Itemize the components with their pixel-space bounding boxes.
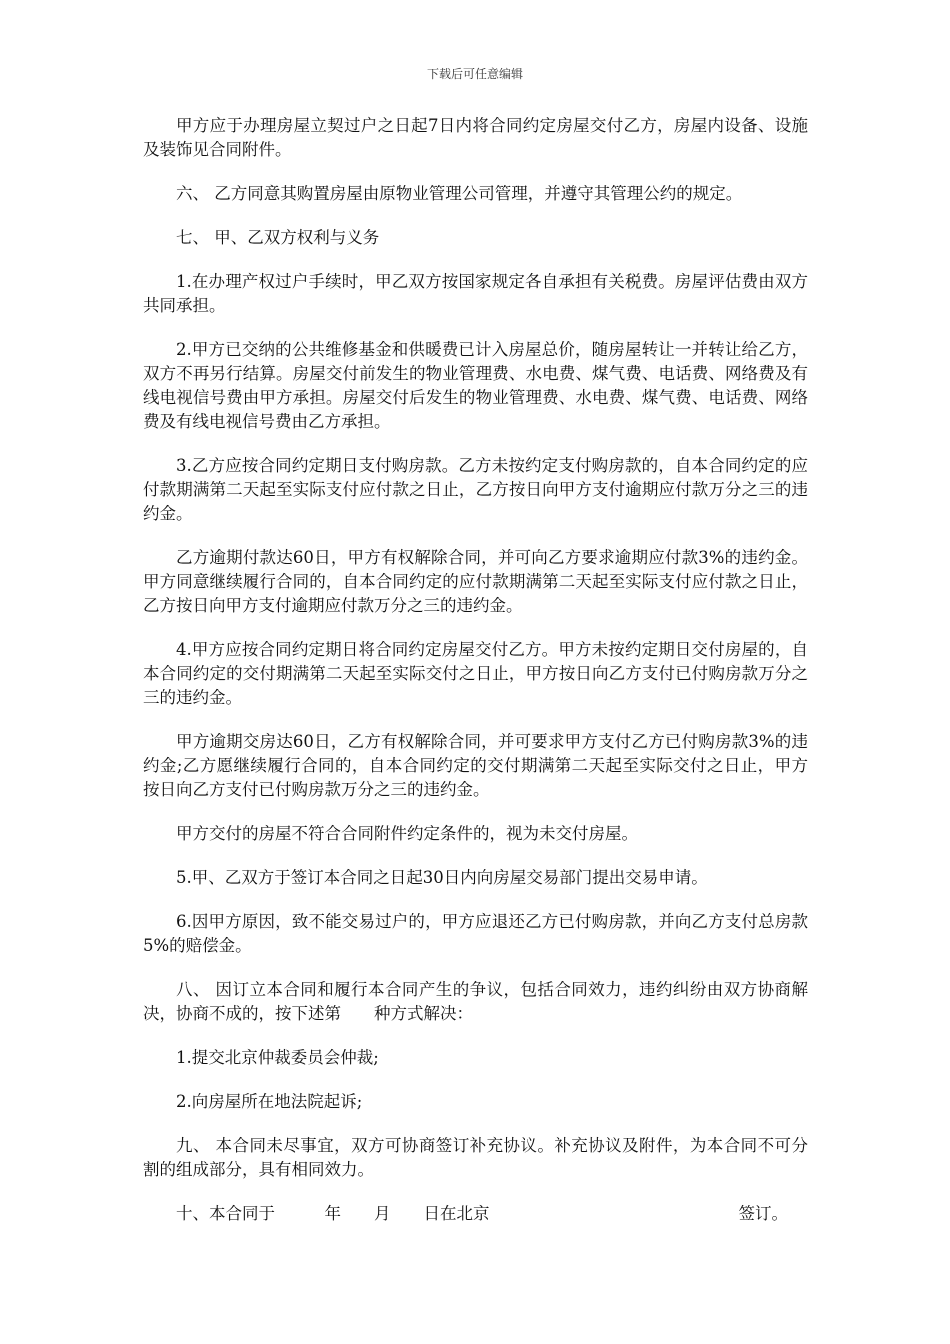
clause-7-item-2: 2.甲方已交纳的公共维修基金和供暖费已计入房屋总价，随房屋转让一并转让给乙方，双方不再另行结算。房屋交付前发生的物业管理费、水电费、煤气费、电话费、网络费及有线电视信号费由甲方承担。房屋交付后发生的物业管理费、水电费、煤气费、电话费、网络费及有线电视信号费由乙方承担。: [143, 340, 808, 431]
clause-7-item-3: 3.乙方应按合同约定期日支付购房款。乙方未按约定支付购房款的，自本合同约定的应付款期满第二天起至实际支付应付款之日止，乙方按日向甲方支付逾期应付款万分之三的违约金。: [143, 456, 808, 523]
signing-tail-text: 签订。: [738, 1204, 788, 1223]
clause-9: 九、 本合同未尽事宜，双方可协商签订补充协议。补充协议及附件，为本合同不可分割的组成部分，具有相同效力。: [143, 1136, 808, 1179]
clause-6: 六、 乙方同意其购置房屋由原物业管理公司管理，并遵守其管理公约的规定。: [176, 184, 743, 203]
paragraph-delivery: 甲方应于办理房屋立契过户之日起7日内将合同约定房屋交付乙方，房屋内设备、设施及装饰见合同附件。: [143, 116, 808, 159]
clause-7-item-1: 1.在办理产权过户手续时，甲乙双方按国家规定各自承担有关税费。房屋评估费由双方共同承担。: [143, 272, 808, 315]
document-body: [143, 114, 808, 1226]
clause-7-item-6: 6.因甲方原因，致不能交易过户的，甲方应退还乙方已付购房款，并向乙方支付总房款5%的赔偿金。: [143, 912, 808, 955]
clause-7-item-4: 4.甲方应按合同约定期日将合同约定房屋交付乙方。甲方未按约定期日交付房屋的，自本合同约定的交付期满第二天起至实际交付之日止，甲方按日向乙方支付已付购房款万分之三的违约金。: [143, 640, 808, 707]
clause-7-item-4-nonconforming: 甲方交付的房屋不符合合同附件约定条件的，视为未交付房屋。: [176, 824, 638, 843]
page-header: 下载后可任意编辑: [426, 67, 523, 81]
clause-8-option-2: 2.向房屋所在地法院起诉;: [176, 1092, 363, 1111]
clause-8: 八、 因订立本合同和履行本合同产生的争议，包括合同效力，违约纠纷由双方协商解决，协商不成的，按下述第 种方式解决：: [143, 980, 808, 1023]
clause-7-heading: 七、 甲、乙双方权利与义务: [176, 228, 380, 247]
clause-8-option-1: 1.提交北京仲裁委员会仲裁;: [176, 1048, 379, 1067]
clause-7-item-5: 5.甲、乙双方于签订本合同之日起30日内向房屋交易部门提出交易申请。: [176, 868, 708, 887]
clause-10-signing-line: [143, 1202, 808, 1226]
clause-7-item-3-overdue: 乙方逾期付款达60日，甲方有权解除合同，并可向乙方要求逾期应付款3%的违约金。甲方同意继续履行合同的，自本合同约定的应付款期满第二天起至实际支付应付款之日止，乙方按日向甲方支付逾期应付款万分之三的违约金。: [143, 548, 808, 615]
signing-date-text: 十、本合同于 年 月 日在北京: [176, 1204, 490, 1223]
clause-7-item-4-overdue: 甲方逾期交房达60日，乙方有权解除合同，并可要求甲方支付乙方已付购房款3%的违约金;乙方愿继续履行合同的，自本合同约定的交付期满第二天起至实际交付之日止，甲方按日向乙方支付已付购房款万分之三的违约金。: [143, 732, 808, 799]
